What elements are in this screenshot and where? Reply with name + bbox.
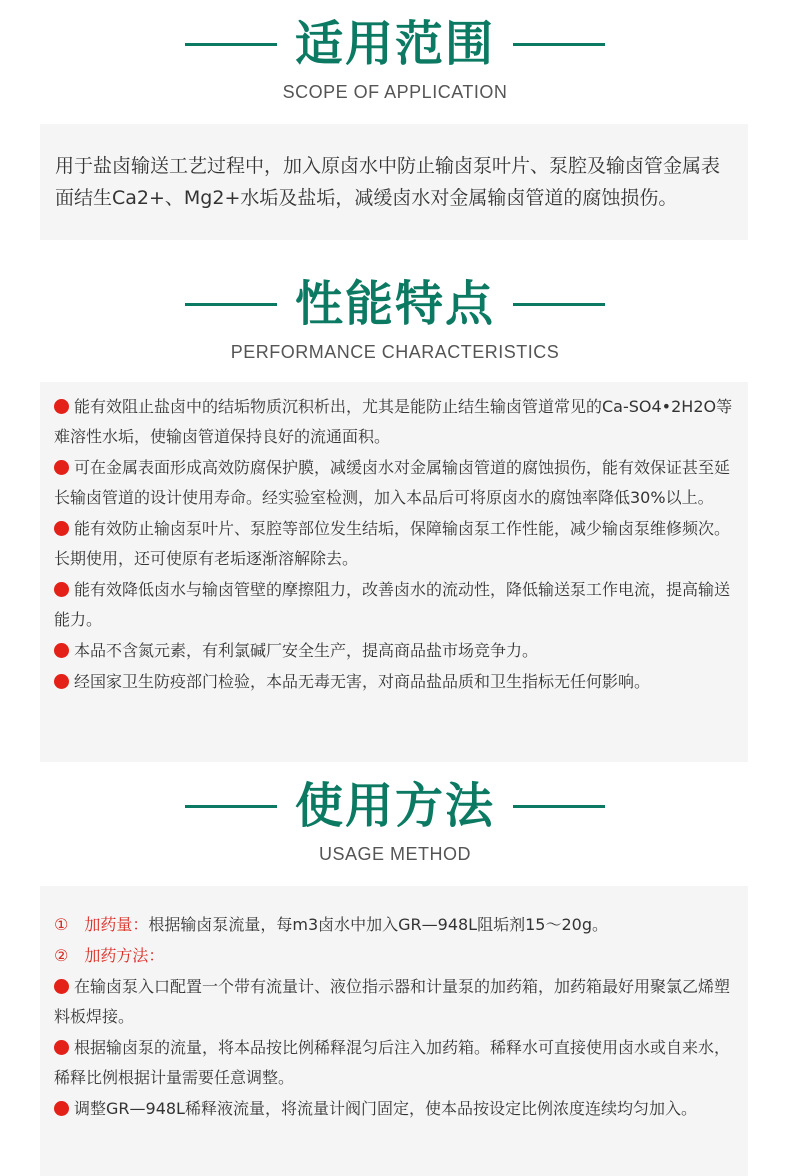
- dosage-text: 根据输卤泵流量，每m3卤水中加入GR—948L阻垢剂15～20g。: [148, 915, 608, 934]
- usage-title: 使用方法: [294, 778, 495, 834]
- dosage-label: 加药量：: [84, 915, 149, 934]
- scope-title-row: [0, 14, 790, 74]
- method-label: 加药方法：: [84, 946, 165, 965]
- bullet-icon: [54, 582, 69, 597]
- bullet-icon: [54, 674, 69, 689]
- title-rule-left: [185, 43, 277, 46]
- performance-item-text: 可在金属表面形成高效防腐保护膜，减缓卤水对金属输卤管道的腐蚀损伤，能有效保证甚至延长输卤管道的设计使用寿命。经实验室检测，加入本品后可将原卤水的腐蚀率降低30%以上。: [54, 458, 731, 507]
- usage-item-text: 调整GR—948L稀释液流量，将流量计阀门固定，使本品按设定比例浓度连续均匀加入。: [74, 1099, 697, 1118]
- bullet-icon: [54, 521, 69, 536]
- usage-title-row: [0, 776, 790, 836]
- scope-panel: [40, 124, 748, 240]
- bullet-icon: [54, 1040, 69, 1055]
- performance-panel: [40, 382, 748, 762]
- usage-item: [54, 972, 734, 1032]
- performance-item-text: 能有效降低卤水与输卤管壁的摩擦阻力，改善卤水的流动性，降低输送泵工作电流，提高输送能力。: [54, 580, 731, 629]
- title-rule-right: [513, 303, 605, 306]
- step-number: ①: [54, 915, 69, 934]
- performance-title-row: [0, 274, 790, 334]
- title-rule-left: [185, 805, 277, 808]
- performance-item: [54, 514, 734, 574]
- usage-item: [54, 1033, 734, 1093]
- performance-item-text: 能有效阻止盐卤中的结垢物质沉积析出，尤其是能防止结生输卤管道常见的Ca-SO4•2H2O等难溶性水垢，使输卤管道保持良好的流通面积。: [54, 397, 733, 446]
- scope-text: 用于盐卤输送工艺过程中，加入原卤水中防止输卤泵叶片、泵腔及输卤管金属表面结生Ca2+、Mg2+水垢及盐垢，减缓卤水对金属输卤管道的腐蚀损伤。: [55, 155, 721, 209]
- title-rule-left: [185, 303, 277, 306]
- bullet-icon: [54, 460, 69, 475]
- performance-item-text: 本品不含氮元素，有利氯碱厂安全生产，提高商品盐市场竞争力。: [74, 641, 539, 660]
- usage-item-text: 在输卤泵入口配置一个带有流量计、液位指示器和计量泵的加药箱，加药箱最好用聚氯乙烯塑料板焊接。: [54, 977, 731, 1026]
- usage-item-text: 根据输卤泵的流量，将本品按比例稀释混匀后注入加药箱。稀释水可直接使用卤水或自来水，稀释比例根据计量需要任意调整。: [54, 1038, 731, 1087]
- title-rule-right: [513, 805, 605, 808]
- scope-title: 适用范围: [294, 16, 495, 72]
- performance-subtitle: PERFORMANCE CHARACTERISTICS: [230, 342, 560, 362]
- usage-dosage: [54, 910, 734, 940]
- performance-item: [54, 575, 734, 635]
- usage-item: [54, 1094, 734, 1124]
- performance-item: [54, 667, 734, 697]
- usage-subtitle: USAGE METHOD: [318, 844, 471, 864]
- bullet-icon: [54, 643, 69, 658]
- usage-panel: [40, 886, 748, 1176]
- performance-item: [54, 392, 734, 452]
- bullet-icon: [54, 399, 69, 414]
- scope-header: [0, 14, 790, 103]
- title-rule-right: [513, 43, 605, 46]
- performance-item-text: 能有效防止输卤泵叶片、泵腔等部位发生结垢，保障输卤泵工作性能，减少输卤泵维修频次。长期使用，还可使原有老垢逐渐溶解除去。: [54, 519, 731, 568]
- scope-subtitle: SCOPE OF APPLICATION: [282, 82, 508, 102]
- usage-method: [54, 941, 734, 971]
- performance-header: [0, 274, 790, 363]
- performance-item: [54, 453, 734, 513]
- performance-item: [54, 636, 734, 666]
- step-number: ②: [54, 946, 69, 965]
- usage-header: [0, 776, 790, 865]
- performance-title: 性能特点: [294, 276, 495, 332]
- bullet-icon: [54, 1101, 69, 1116]
- performance-item-text: 经国家卫生防疫部门检验，本品无毒无害，对商品盐品质和卫生指标无任何影响。: [74, 672, 651, 691]
- bullet-icon: [54, 979, 69, 994]
